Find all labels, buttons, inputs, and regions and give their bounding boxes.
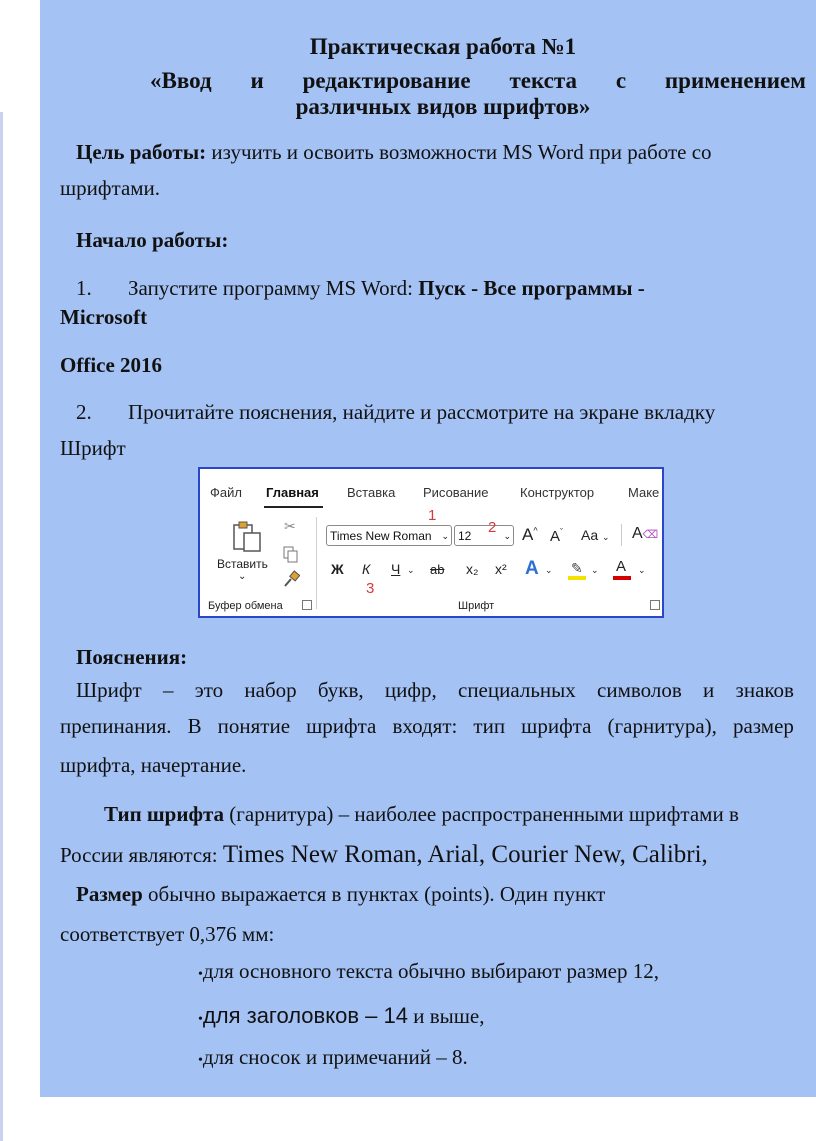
goal-line <box>76 139 712 165</box>
underline-chevron-icon[interactable]: ⌄ <box>407 565 415 575</box>
font-group-label: Шрифт <box>458 600 495 612</box>
font-name-chevron-icon: ⌄ <box>441 531 449 541</box>
ribbon-group-divider <box>316 517 317 609</box>
superscript-button[interactable]: x² <box>495 561 507 577</box>
bullet-dot-icon: • <box>198 1053 203 1068</box>
bullet-3: •для сносок и примечаний – 8. <box>198 1045 468 1069</box>
format-painter-icon[interactable] <box>282 570 300 588</box>
notes-line-1: Шрифт – это набор букв, цифр, специальных символов и знаков <box>76 678 794 702</box>
size-line-2: соответствует 0,376 мм: <box>60 922 275 946</box>
font-size-combo[interactable]: 12 ⌄ <box>454 525 514 546</box>
goal-line-2: шрифтами. <box>60 176 161 200</box>
step-2-text: Прочитайте пояснения, найдите и рассмотрите на экране вкладку <box>128 400 716 424</box>
subscript-button[interactable]: x₂ <box>466 561 479 577</box>
change-case-button[interactable]: Aa ⌄ <box>581 527 610 543</box>
notes-label: Пояснения: <box>76 645 188 669</box>
title-line-2: «Ввод и редактирование текста с применением <box>150 68 806 93</box>
bold-button[interactable]: Ж <box>331 561 344 577</box>
font-size-chevron-icon: ⌄ <box>503 531 511 541</box>
ribbon-separator <box>621 524 622 546</box>
clipboard-dialog-launcher-icon[interactable] <box>302 600 312 610</box>
font-color-button[interactable] <box>613 558 631 580</box>
font-color-swatch <box>613 576 631 580</box>
title-line-3: различных видов шрифтов» <box>295 94 591 119</box>
step-2-text-2: Шрифт <box>60 436 126 460</box>
font-type-label: Тип шрифта <box>104 802 225 826</box>
step-1-microsoft: Microsoft <box>60 305 148 329</box>
italic-button[interactable]: К <box>362 561 371 577</box>
font-color-letter-icon: A <box>616 558 627 575</box>
underline-button[interactable]: Ч <box>391 561 401 577</box>
active-tab-underline <box>264 506 323 508</box>
font-ribbon-screenshot <box>198 467 664 618</box>
notes-line-3: шрифта, начертание. <box>60 753 247 777</box>
paste-button[interactable]: Вставить <box>217 557 268 571</box>
text-effects-button[interactable]: A <box>525 558 539 579</box>
step-1-office: Office 2016 <box>60 353 163 377</box>
font-type-line-2: России являются: Times New Roman, Arial, Courier New, Calibri, <box>60 841 708 868</box>
highlight-chevron-icon[interactable]: ⌄ <box>591 565 599 575</box>
bullet-dot-icon: • <box>198 1012 203 1027</box>
step-1-num: 1. <box>76 276 92 300</box>
highlighter-icon: ✎ <box>571 560 583 576</box>
tab-home[interactable]: Главная <box>266 485 319 500</box>
callout-3: 3 <box>366 580 375 597</box>
goal-text: изучить и освоить возможности MS Word при работе со <box>206 140 712 164</box>
highlight-color-button[interactable] <box>568 560 586 580</box>
font-dialog-launcher-icon[interactable] <box>650 600 660 610</box>
font-color-chevron-icon[interactable]: ⌄ <box>638 565 646 575</box>
font-name-combo[interactable]: Times New Roman ⌄ <box>326 525 452 546</box>
size-line: Размер обычно выражается в пунктах (points). Один пункт <box>76 882 606 906</box>
grow-font-button[interactable]: A^ <box>522 525 538 544</box>
paste-dropdown-chevron-icon[interactable]: ⌄ <box>238 571 247 582</box>
clear-formatting-button[interactable]: A⌫ <box>632 525 659 542</box>
callout-1: 1 <box>428 507 437 524</box>
tab-file[interactable]: Файл <box>210 485 242 500</box>
strikethrough-button[interactable]: ab <box>430 562 445 577</box>
bullet-2: •для заголовков – 14 и выше, <box>198 1003 485 1028</box>
font-names-list: Times New Roman, Arial, Courier New, Calibri, <box>222 841 708 868</box>
bullet-1: •для основного текста обычно выбирают размер 12, <box>198 959 659 983</box>
text-effects-chevron-icon[interactable]: ⌄ <box>545 565 553 575</box>
callout-2: 2 <box>488 519 497 536</box>
tab-draw[interactable]: Рисование <box>423 485 489 500</box>
step-1-text: Запустите программу MS Word: Пуск - Все программы - <box>128 276 645 300</box>
tab-layout[interactable]: Маке <box>628 485 660 500</box>
tab-insert[interactable]: Вставка <box>347 485 396 500</box>
title-line-1: Практическая работа №1 <box>309 34 577 59</box>
paste-icon[interactable] <box>230 519 264 553</box>
goal-label: Цель работы: <box>76 140 207 164</box>
font-type-line: Тип шрифта (гарнитура) – наиболее распространенными шрифтами в <box>104 802 739 826</box>
clipboard-group-label: Буфер обмена <box>208 600 283 612</box>
shrink-font-button[interactable]: $A^ˇ$ <box>550 527 564 545</box>
start-label: Начало работы: <box>76 228 229 252</box>
size-label: Размер <box>76 882 143 906</box>
left-margin-line <box>0 112 3 1141</box>
cut-icon[interactable]: ✂ <box>284 518 296 534</box>
highlight-swatch <box>568 576 586 580</box>
bullet-dot-icon: • <box>198 967 203 982</box>
copy-icon[interactable] <box>282 545 300 563</box>
step-2-num: 2. <box>76 400 92 424</box>
tab-design[interactable]: Конструктор <box>520 485 595 500</box>
notes-line-2: препинания. В понятие шрифта входят: тип шрифта (гарнитура), размер <box>60 714 794 738</box>
